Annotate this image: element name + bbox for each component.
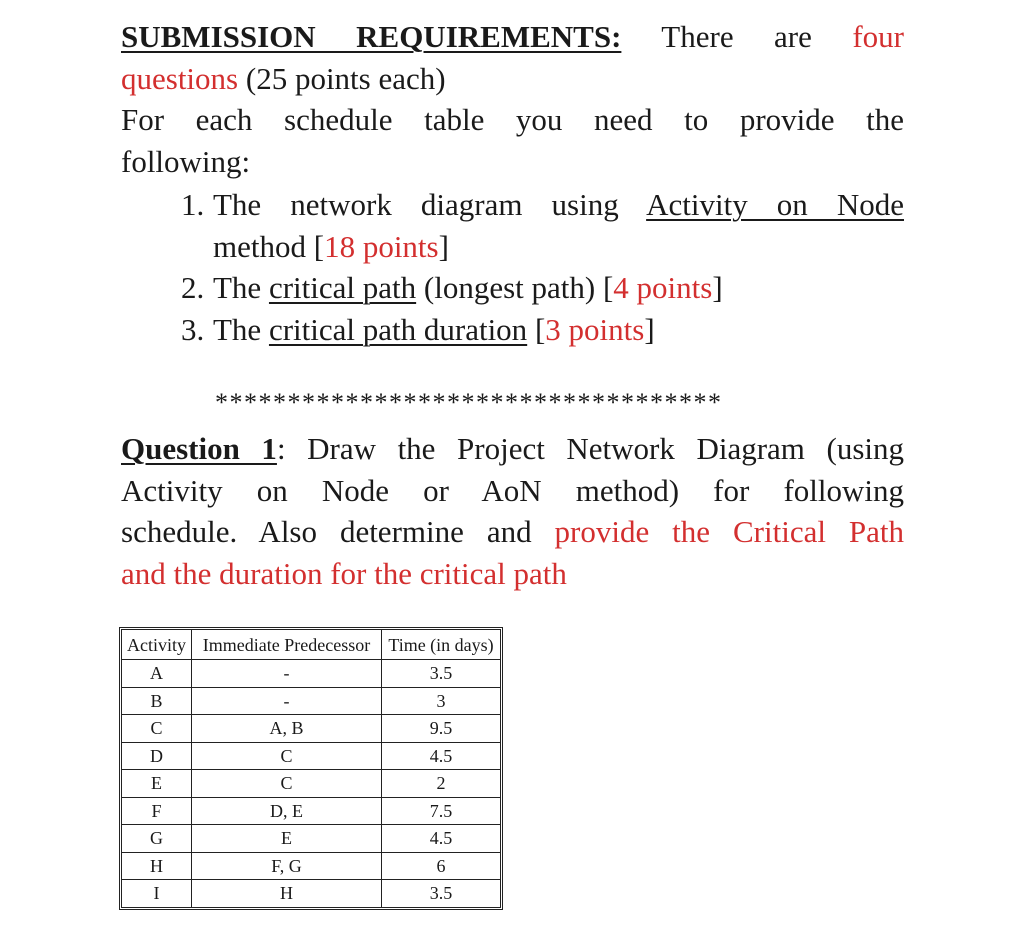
question-line-2: Activity on Node or AoN method) for following	[121, 472, 904, 508]
time-cell: 7.5	[382, 797, 501, 825]
predecessor-cell: D, E	[192, 797, 382, 825]
four-highlight: four	[852, 19, 904, 54]
activity-cell: E	[122, 770, 192, 798]
activity-cell: A	[122, 660, 192, 688]
table-row	[122, 825, 501, 853]
for-each-line-1: For each schedule table you need to provide the	[121, 102, 904, 137]
list-item: 3. The critical path duration [3 points]	[181, 309, 904, 351]
critical-path-duration-term: critical path duration	[268, 311, 528, 347]
list-item: 1. The network diagram using Activity on Node	[181, 184, 904, 226]
activity-cell: H	[122, 852, 192, 880]
table-row	[122, 880, 501, 908]
list-number: 2.	[181, 270, 205, 305]
critical-path-term: critical path	[268, 270, 417, 305]
submission-line-2: questions (25 points each)	[121, 60, 446, 96]
activity-cell: B	[122, 687, 192, 715]
time-cell: 2	[382, 770, 501, 798]
time-cell: 3.5	[382, 880, 501, 908]
schedule-table	[121, 629, 501, 908]
time-cell: 9.5	[382, 715, 501, 743]
question-1	[121, 428, 904, 594]
separator: ***********************************	[215, 388, 723, 417]
requirements-list	[181, 184, 904, 350]
questions-highlight: questions	[121, 60, 239, 96]
table-row	[122, 797, 501, 825]
predecessor-cell: -	[192, 687, 382, 715]
table-row	[122, 715, 501, 743]
header-predecessor: Immediate Predecessor	[192, 630, 382, 660]
list-item-continuation: method [18 points]	[213, 228, 449, 264]
list-item: 2. The critical path (longest path) [4 points]	[181, 267, 904, 309]
table-row	[122, 852, 501, 880]
time-cell: 3.5	[382, 660, 501, 688]
activity-cell: I	[122, 880, 192, 908]
list-number: 1.	[181, 187, 205, 222]
activity-on-node-term: Activity on Node	[646, 187, 904, 222]
predecessor-cell: C	[192, 742, 382, 770]
submission-requirements	[121, 16, 904, 182]
submission-line-1: SUBMISSION REQUIREMENTS: There are four	[121, 19, 904, 54]
activity-cell: G	[122, 825, 192, 853]
submission-heading: SUBMISSION REQUIREMENTS:	[121, 19, 622, 54]
table-header-row	[122, 630, 501, 660]
predecessor-cell: A, B	[192, 715, 382, 743]
points-3: 3 points	[545, 311, 645, 347]
table-row	[122, 660, 501, 688]
question-label: Question 1	[121, 431, 277, 466]
table-row	[122, 742, 501, 770]
table-row	[122, 770, 501, 798]
question-line-1: Question 1: Draw the Project Network Diagram (using	[121, 431, 904, 466]
activity-cell: F	[122, 797, 192, 825]
predecessor-cell: H	[192, 880, 382, 908]
predecessor-cell: -	[192, 660, 382, 688]
activity-cell: C	[122, 715, 192, 743]
time-cell: 6	[382, 852, 501, 880]
for-each-line-2: following:	[121, 143, 251, 179]
time-cell: 4.5	[382, 742, 501, 770]
time-cell: 4.5	[382, 825, 501, 853]
list-number: 3.	[181, 311, 205, 347]
header-activity: Activity	[122, 630, 192, 660]
predecessor-cell: C	[192, 770, 382, 798]
header-time: Time (in days)	[382, 630, 501, 660]
points-18: 18 points	[324, 228, 439, 264]
question-line-4: and the duration for the critical path	[121, 555, 567, 591]
activity-cell: D	[122, 742, 192, 770]
points-4: 4 points	[613, 270, 713, 305]
predecessor-cell: E	[192, 825, 382, 853]
predecessor-cell: F, G	[192, 852, 382, 880]
question-line-3: schedule. Also determine and provide the Critical Path	[121, 514, 905, 549]
table-row	[122, 687, 501, 715]
critical-path-request: provide the Critical Path	[554, 514, 905, 549]
time-cell: 3	[382, 687, 501, 715]
